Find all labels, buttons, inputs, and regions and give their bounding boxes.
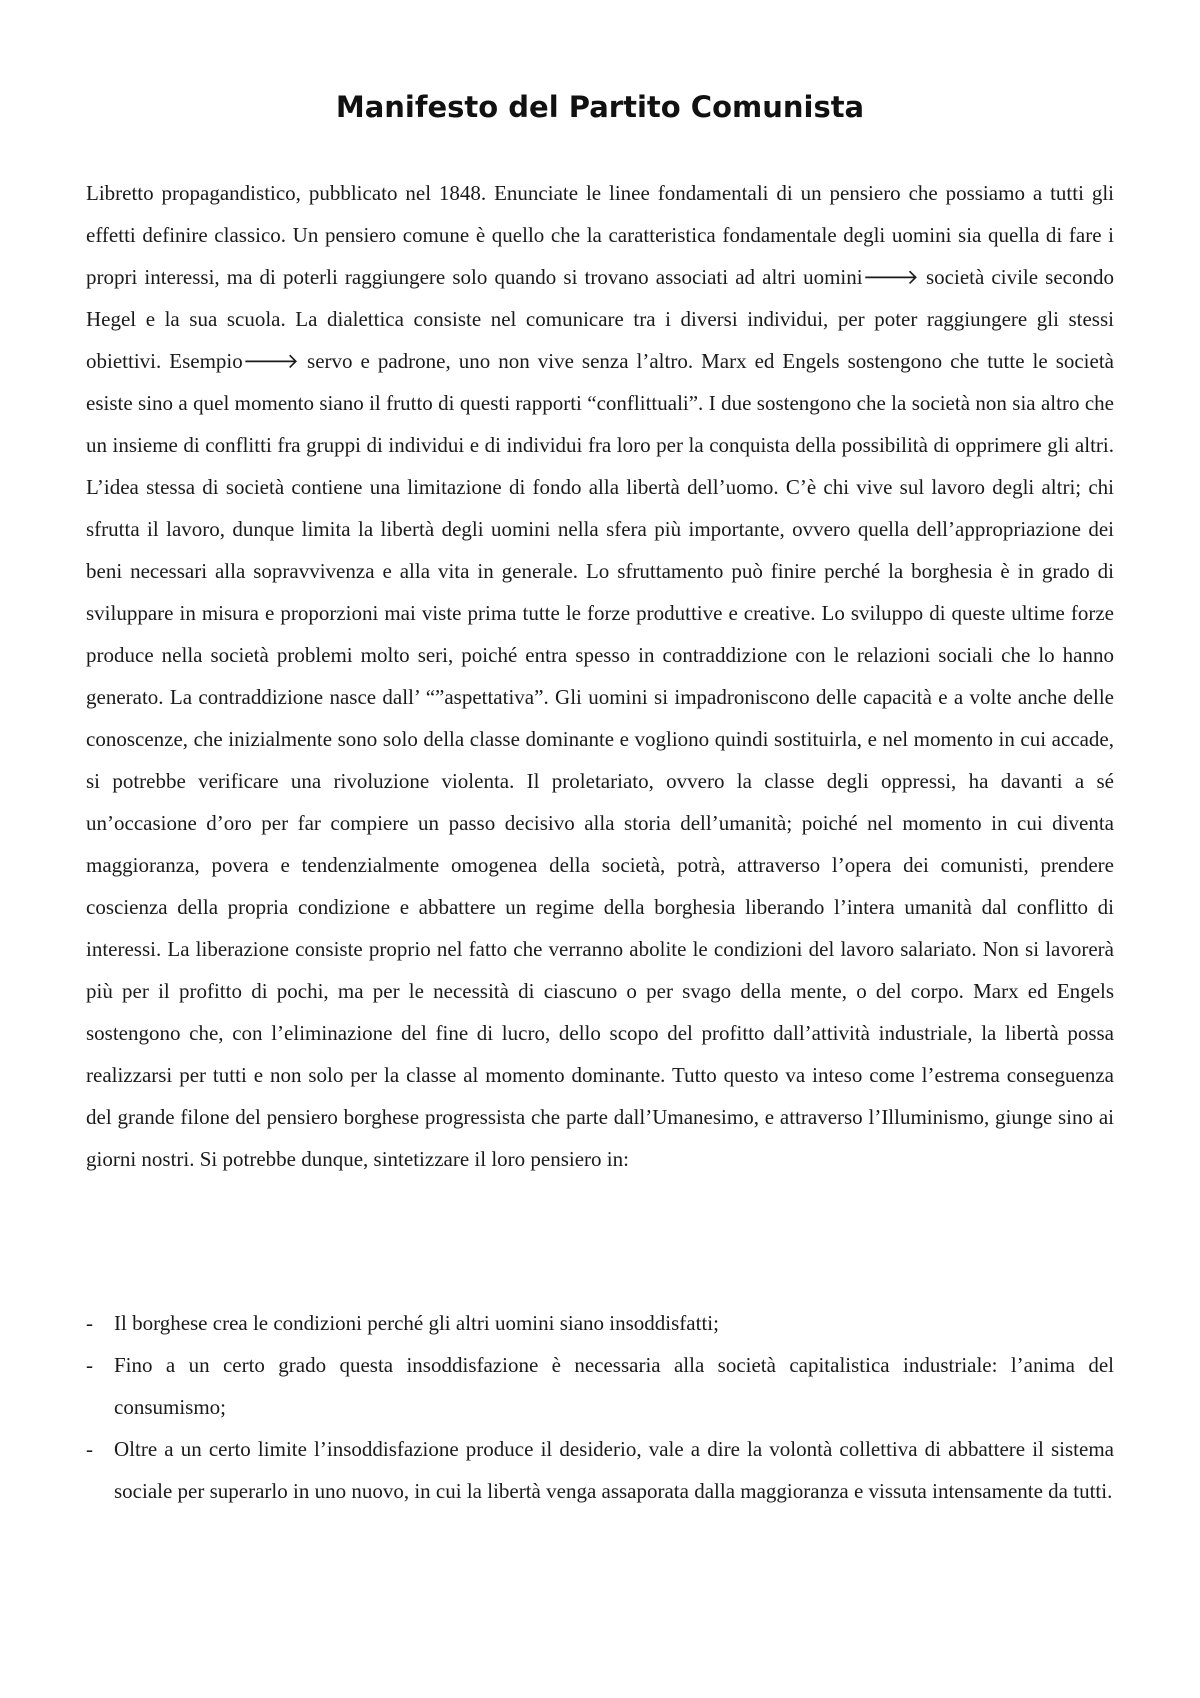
bullet-marker: - — [86, 1353, 93, 1377]
list-item-text: Il borghese crea le condizioni perché gli altri uomini siano insoddisfatti; — [114, 1311, 719, 1335]
summary-list — [86, 1302, 1114, 1512]
bullet-marker: - — [86, 1311, 93, 1335]
list-item — [86, 1428, 1114, 1512]
bullet-marker: - — [86, 1437, 93, 1461]
list-item-text: Oltre a un certo limite l’insoddisfazione produce il desiderio, vale a dire la volontà collettiva di abbattere il sistema sociale per superarlo in uno nuovo, in cui la libertà venga assaporata dalla maggioranza e vissuta intensamente da tutti. — [114, 1437, 1114, 1503]
body-paragraph: Libretto propagandistico, pubblicato nel 1848. Enunciate le linee fondamentali di un pensiero che possiamo a tutti gli effetti definire classico. Un pensiero comune è quello che la caratteristica fondamentale degli uomini sia quella di fare i propri interessi, ma di poterli raggiungere solo quando si trovano associati ad altri uomini🡒 società civile secondo Hegel e la sua scuola. La dialettica consiste nel comunicare tra i diversi individui, per poter raggiungere gli stessi obiettivi. Esempio🡒 servo e padrone, uno non vive senza l’altro. Marx ed Engels sostengono che tutte le società esiste sino a quel momento siano il frutto di questi rapporti “conflittuali”. I due sostengono che la società non sia altro che un insieme di conflitti fra gruppi di individui e di individui fra loro per la conquista della possibilità di opprimere gli altri. L’idea stessa di società contiene una limitazione di fondo alla libertà dell’uomo. C’è chi vive sul lavoro degli altri; chi sfrutta il lavoro, dunque limita la libertà degli uomini nella sfera più importante, ovvero quella dell’appropriazione dei beni necessari alla sopravvivenza e alla vita in generale. Lo sfruttamento può finire perché la borghesia è in grado di sviluppare in misura e proporzioni mai viste prima tutte le forze produttive e creative. Lo sviluppo di queste ultime forze produce nella società problemi molto seri, poiché entra spesso in contraddizione con le relazioni sociali che lo hanno generato. La contraddizione nasce dall’ “”aspettativa”. Gli uomini si impadroniscono delle capacità e a volte anche delle conoscenze, che inizialmente sono solo della classe dominante e vogliono quindi sostituirla, e nel momento in cui accade, si potrebbe verificare una rivoluzione violenta. Il proletariato, ovvero la classe degli oppressi, ha davanti a sé un’occasione d’oro per far compiere un passo decisivo alla storia dell’umanità; poiché nel momento in cui diventa maggioranza, povera e tendenzialmente omogenea della società, potrà, attraverso l’opera dei comunisti, prendere coscienza della propria condizione e abbattere un regime della borghesia liberando l’intera umanità dal conflitto di interessi. La liberazione consiste proprio nel fatto che verranno abolite le condizioni del lavoro salariato. Non si lavorerà più per il profitto di pochi, ma per le necessità di ciascuno o per svago della mente, o del corpo. Marx ed Engels sostengono che, con l’eliminazione del fine di lucro, dello scopo del profitto dall’attività industriale, la libertà possa realizzarsi per tutti e non solo per la classe al momento dominante. Tutto questo va inteso come l’estrema conseguenza del grande filone del pensiero borghese progressista che parte dall’Umanesimo, e attraverso l’Illuminismo, giunge sino ai giorni nostri. Si potrebbe dunque, sintetizzare il loro pensiero in: — [86, 181, 1114, 1171]
document-title: Manifesto del Partito Comunista — [335, 90, 865, 124]
list-item-text: Fino a un certo grado questa insoddisfazione è necessaria alla società capitalistica industriale: l’anima del consumismo; — [114, 1353, 1114, 1419]
list-item — [86, 1344, 1114, 1428]
list-item — [86, 1302, 1114, 1344]
